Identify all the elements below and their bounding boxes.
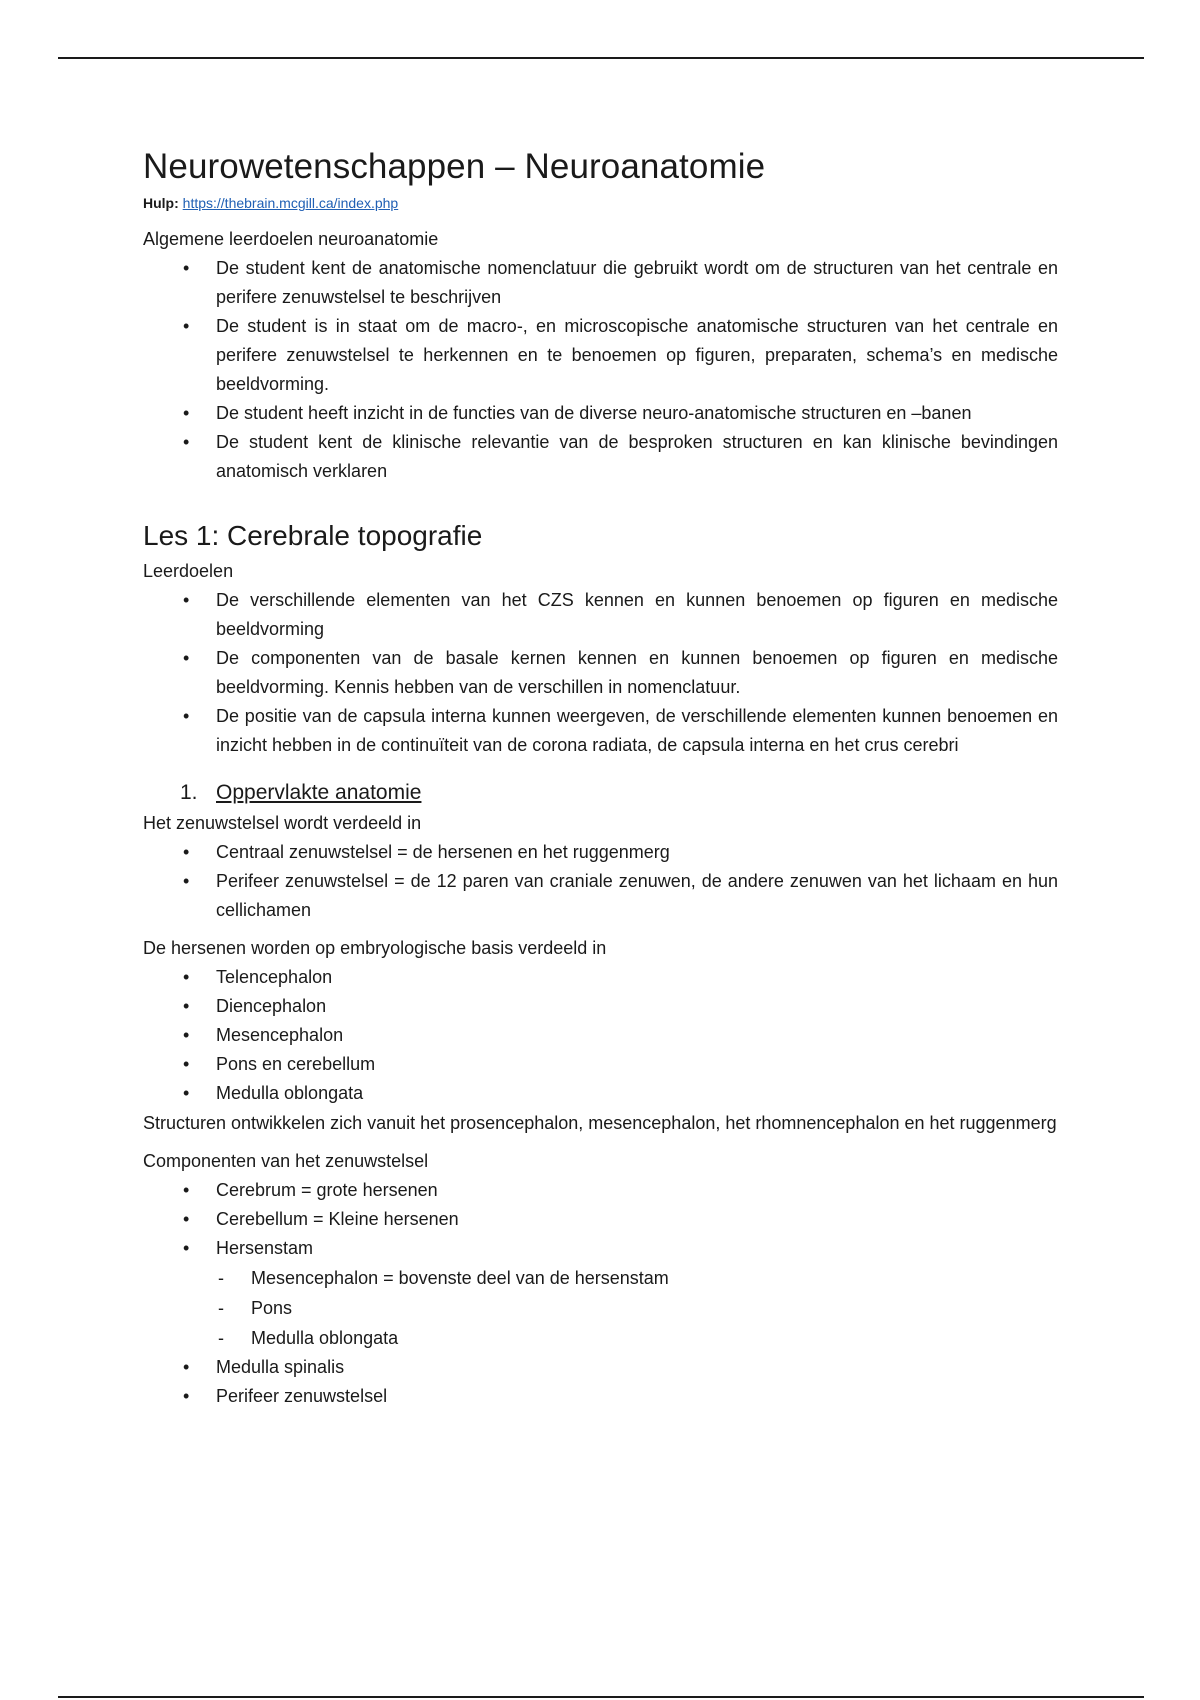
bullet-icon: • [183, 871, 190, 891]
list-item: • Perifeer zenuwstelsel [143, 1382, 1058, 1411]
bullet-icon: • [183, 590, 190, 610]
bullet-icon: • [183, 842, 190, 862]
list-item: • De verschillende elementen van het CZS kennen en kunnen benoemen op figuren en medische beeldvorming [143, 586, 1058, 644]
embryo-intro: De hersenen worden op embryologische basis verdeeld in [143, 938, 607, 958]
list-item: • Medulla oblongata [143, 1079, 1058, 1108]
general-goals-list [143, 254, 1058, 486]
dash-icon: - [218, 1328, 224, 1348]
general-goals-heading: Algemene leerdoelen neuroanatomie [143, 229, 439, 249]
leerdoelen-label: Leerdoelen [143, 561, 234, 581]
division-list [143, 838, 1058, 925]
list-item: • De componenten van de basale kernen kennen en kunnen benoemen op figuren en medische beeldvorming. Kennis hebben van de verschillen in nomenclatuur. [143, 644, 1058, 702]
list-item: • De student kent de anatomische nomenclatuur die gebruikt wordt om de structuren van het centrale en perifere zenuwstelsel te beschrijven [143, 254, 1058, 312]
list-item: • Centraal zenuwstelsel = de hersenen en het ruggenmerg [143, 838, 1058, 867]
section-title: Oppervlakte anatomie [216, 781, 422, 804]
bullet-icon: • [183, 706, 190, 726]
list-item: • De student is in staat om de macro-, en microscopische anatomische structuren van het centrale en perifere zenuwstelsel te herkennen en te benoemen op figuren, preparaten, schema’s en medische beeldvorming. [143, 312, 1058, 399]
structures-text: Structuren ontwikkelen zich vanuit het prosencephalon, mesencephalon, het rhomnencephalon en het ruggenmerg [143, 1113, 1057, 1133]
bottom-rule [58, 1696, 1144, 1698]
dash-icon: - [218, 1268, 224, 1288]
bullet-icon: • [183, 1386, 190, 1406]
bullet-icon: • [183, 1025, 190, 1045]
bullet-icon: • [183, 403, 190, 423]
bullet-icon: • [183, 432, 190, 452]
dash-icon: - [218, 1298, 224, 1318]
list-item: • Pons en cerebellum [143, 1050, 1058, 1079]
list-item: • De student kent de klinische relevantie van de besproken structuren en kan klinische bevindingen anatomisch verklaren [143, 428, 1058, 486]
document-title: Neurowetenschappen – Neuroanatomie [143, 147, 766, 186]
bullet-icon: • [183, 648, 190, 668]
embryo-list [143, 963, 1058, 1108]
bullet-icon: • [183, 996, 190, 1016]
bullet-icon: • [183, 1209, 190, 1229]
bullet-icon: • [183, 258, 190, 278]
bullet-icon: • [183, 1238, 190, 1258]
division-intro: Het zenuwstelsel wordt verdeeld in [143, 813, 422, 833]
list-item: • De positie van de capsula interna kunnen weergeven, de verschillende elementen kunnen benoemen en inzicht hebben in de continuïteit van de corona radiata, de capsula interna en het crus cerebri [143, 702, 1058, 760]
list-item: • Hersenstam [143, 1234, 1058, 1263]
list-item: • Cerebrum = grote hersenen [143, 1176, 1058, 1205]
components-list [143, 1176, 1058, 1411]
top-rule [58, 57, 1144, 59]
les1-title: Les 1: Cerebrale topografie [143, 520, 483, 551]
leerdoelen-list [143, 586, 1058, 760]
list-item: • Medulla spinalis [143, 1353, 1058, 1382]
list-item: • Telencephalon [143, 963, 1058, 992]
section-number: 1. [180, 781, 198, 804]
document-page [143, 142, 1058, 1411]
help-label: Hulp: [143, 195, 179, 211]
list-item: • Diencephalon [143, 992, 1058, 1021]
list-item: • Perifeer zenuwstelsel = de 12 paren van craniale zenuwen, de andere zenuwen van het lichaam en hun cellichamen [143, 867, 1058, 925]
bullet-icon: • [183, 1180, 190, 1200]
help-line [143, 192, 1058, 214]
help-link[interactable]: https://thebrain.mcgill.ca/index.php [182, 195, 399, 211]
components-intro: Componenten van het zenuwstelsel [143, 1151, 429, 1171]
section-heading [143, 778, 1058, 808]
bullet-icon: • [183, 1357, 190, 1377]
sub-list-item: - Mesencephalon = bovenste deel van de hersenstam [143, 1263, 1058, 1293]
list-item: • Cerebellum = Kleine hersenen [143, 1205, 1058, 1234]
list-item: • De student heeft inzicht in de functies van de diverse neuro-anatomische structuren en –banen [143, 399, 1058, 428]
sub-list-item: - Medulla oblongata [143, 1323, 1058, 1353]
sub-list-item: - Pons [143, 1293, 1058, 1323]
list-item: • Mesencephalon [143, 1021, 1058, 1050]
bullet-icon: • [183, 1083, 190, 1103]
bullet-icon: • [183, 316, 190, 336]
bullet-icon: • [183, 967, 190, 987]
bullet-icon: • [183, 1054, 190, 1074]
